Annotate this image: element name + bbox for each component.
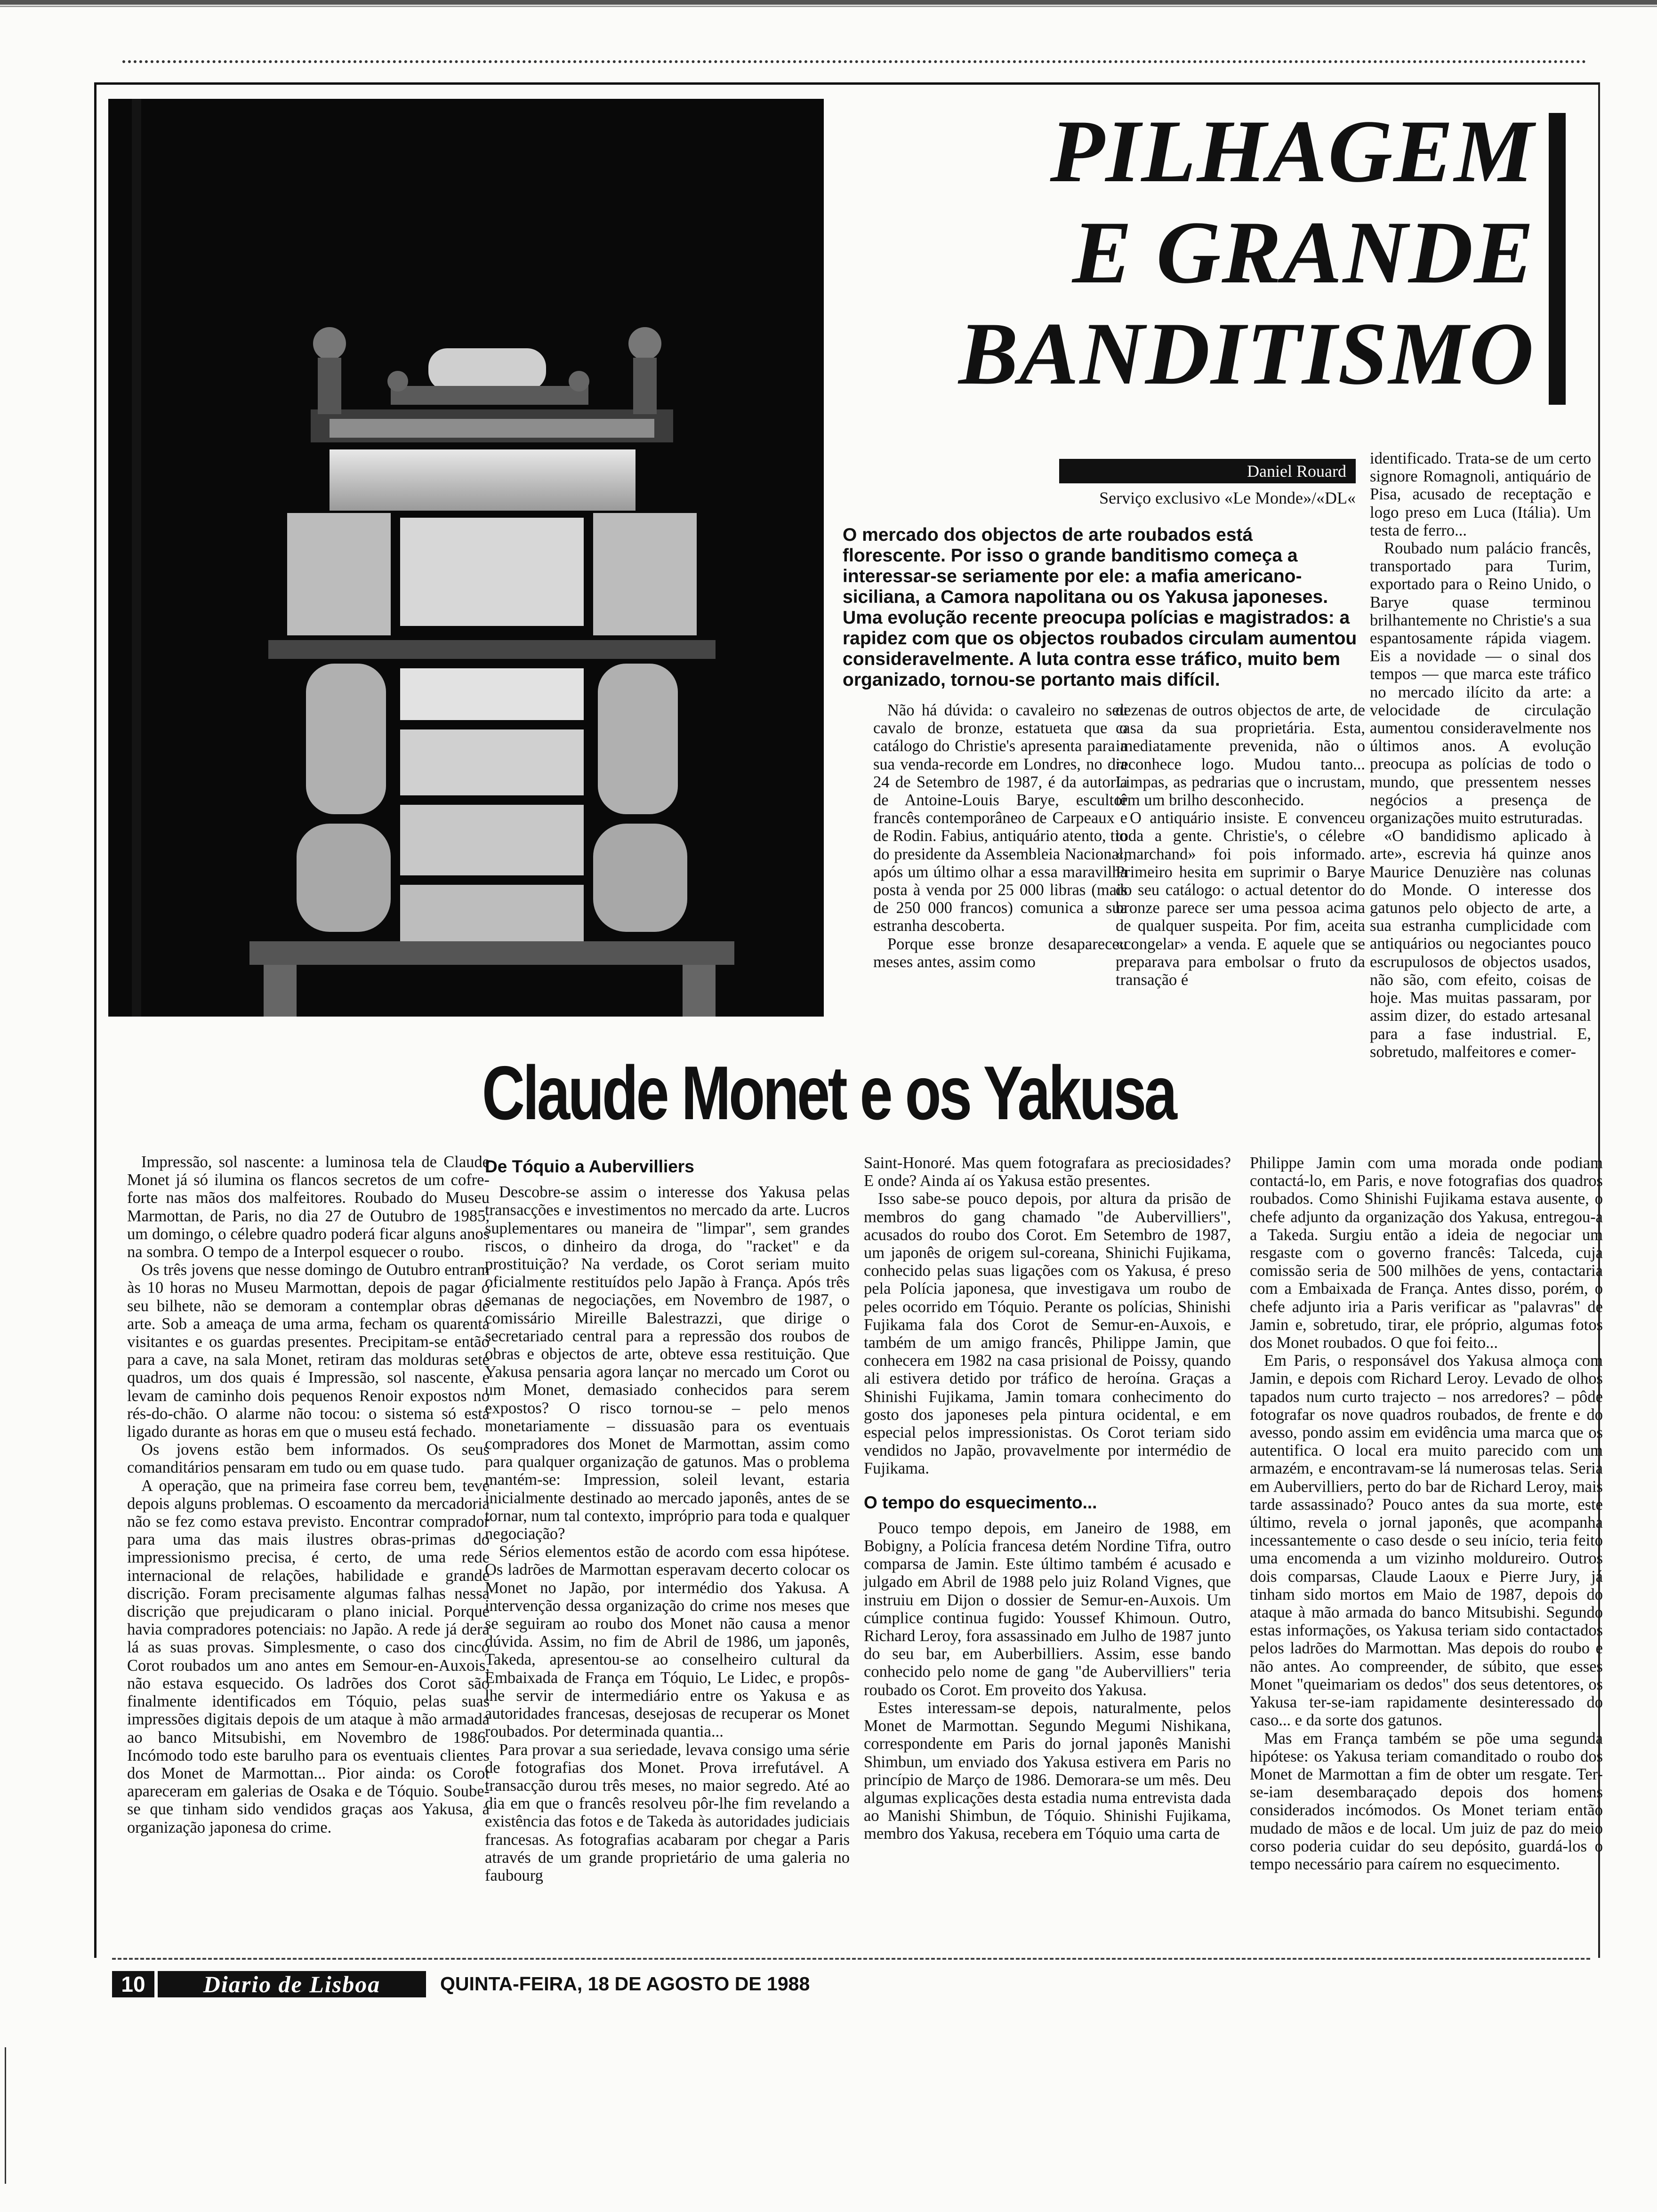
sidebar-column-1 bbox=[127, 1153, 490, 1836]
article-column-3 bbox=[1370, 449, 1591, 1061]
paragraph: A operação, que na primeira fase correu bem, teve depois alguns problemas. O escoamento da mercadoria não se fez como estava previsto. Encontrar comprador para uma das mais ilustres obras-primas do impressionismo precisa, é certo, de uma rede internacional de relações, habilidade e grande discrição. Foram precisamente algumas falhas nessa discrição que prejudicaram o plano inicial. Porque havia compradores potenciais: no Japão. A rede já dera lá as suas provas. Simplesmente, o caso dos cinco Corot roubados um ano antes em Semour-en-Auxois, não estava esquecido. Os ladrões dos Corot são finalmente identificados em Tóquio, pelas suas impressões digitais depois de um ataque à mão armada ao banco Mitsubishi, em Novembro de 1986. Incómodo todo este barulho para os eventuais clientes dos Monet de Marmottan... Pior ainda: os Corot apareceram em galerias de Osaka e de Tóquio. Soube-se que tinham sido vendidos graças aos Yakusa, a organização japonesa do crime. bbox=[127, 1476, 490, 1836]
sidebar-column-2 bbox=[485, 1158, 850, 1884]
top-rule-thin bbox=[0, 6, 1657, 7]
title-line-2: E GRANDE bbox=[1072, 203, 1535, 302]
top-rule bbox=[0, 0, 1657, 5]
paragraph: Mas em França também se põe uma segunda hipótese: os Yakusa teriam comanditado o roubo dos Monet de Marmottan a fim de obter um resgate. Ter-se-iam desembaraçado depois dos homens considerados incómodos. Os Monet teriam então mudado de mãos e de local. Um juiz de paz do meio corso poderia cuidar do seu depósito, guardá-los o tempo necessário para caírem no esquecimento. bbox=[1250, 1729, 1603, 1873]
title-side-bar bbox=[1549, 113, 1566, 405]
article-column-2 bbox=[1116, 701, 1365, 989]
article-title bbox=[918, 101, 1535, 405]
source-credit: Serviço exclusivo «Le Monde»/«DL« bbox=[1099, 489, 1356, 507]
sidebar-column-3 bbox=[864, 1154, 1231, 1843]
paragraph: O antiquário insiste. E convenceu toda a gente. Christie's, o célebre «marchand» foi pois informado. Primeiro hesita em suprimir o Barye do seu catálogo: o actual detentor do bronze parece ser uma pessoa acima de qualquer suspeita. Por fim, aceita «congelar» a venda. E aquele que se preparava para embolsar o fruto da transação é bbox=[1116, 809, 1365, 989]
newspaper-name: Diario de Lisboa bbox=[158, 1971, 426, 1997]
scan-edge-mark bbox=[5, 2047, 6, 2184]
sidebar-column-4 bbox=[1250, 1154, 1603, 1873]
sidebar-headline: Claude Monet e os Yakusa bbox=[482, 1050, 1175, 1136]
title-line-1: PILHAGEM bbox=[1050, 102, 1535, 201]
paragraph: Os jovens estão bem informados. Os seus comanditários pensaram em tudo ou em quase tudo. bbox=[127, 1441, 490, 1477]
article-column-1 bbox=[873, 701, 1127, 971]
paragraph: Estes interessam-se depois, naturalmente, pelos Monet de Marmottan. Segundo Megumi Nishikana, correspondente em Paris do jornal japonês Manishi Shimbun, um enviado dos Yakusa estivera em Paris no princípio de Março de 1986. Demorara-se um mês. Deu algumas explicações desta estadia numa entrevista dada ao Manishi Shimbun, de Tóquio. Shinishi Fujikama, membro dos Yakusa, recebera em Tóquio uma carta de bbox=[864, 1699, 1231, 1843]
paragraph: Philippe Jamin com uma morada onde podiam contactá-lo, em Paris, e nove fotografias dos quadros roubados. Como Shinishi Fujikama estava ausente, o chefe adjunto da organização dos Yakusa, entregou-a a Takeda. Surgiu então a ideia de negociar um resgaste com o governo francês: Talceda, cuja comissão seria de 500 milhões de yens, contactaria com a Embaixada de França. Antes disso, porém, o chefe adjunto iria a Paris verificar as "palavras" de Jamin e, sobretudo, tirar, ele próprio, algumas fotos dos Monet roubados. O que foi feito... bbox=[1250, 1154, 1603, 1352]
paragraph: dezenas de outros objectos de arte, de casa da sua proprietária. Esta, imediatamente prevenida, não o reconhece logo. Mudou tanto... Limpas, as pedrarias que o incrustam, têm um brilho desconhecido. bbox=[1116, 701, 1365, 809]
paragraph: Pouco tempo depois, em Janeiro de 1988, em Bobigny, a Polícia francesa detém Nordine Tifra, outro comparsa de Jamin. Este último também é acusado e julgado em Abril de 1988 pelo juiz Roland Vignes, que instruiu em Dijon o dossier de Semur-en-Auxois. Um cúmplice continua fugido: Youssef Khimoun. Outro, Richard Leroy, fora assassinado em Julho de 1987 junto do seu bar, em Auberbilliers. Assim, esse bando conhecido pelo nome de gang "de Aubervilliers" teria roubado os Corot. Em proveito dos Yakusa. bbox=[864, 1519, 1231, 1699]
paragraph: Sérios elementos estão de acordo com essa hipótese. Os ladrões de Marmottan esperavam decerto colocar os Monet no Japão, por intermédio dos Yakusa. A intervenção dessa organização do crime nos meses que se seguiram ao roubo dos Monet não causa a menor dúvida. Assim, no fim de Abril de 1986, um japonês, Takeda, apresentou-se ao conselheiro cultural da Embaixada de França em Tóquio, Le Lidec, e propôs-lhe servir de intermediário entre os Yakusa e as autoridades francesas, desejosas de recuperar os Monet roubados. Por determinada quantia... bbox=[485, 1543, 850, 1741]
paragraph: Para provar a sua seriedade, levava consigo uma série de fotografias dos Monet. Prova irrefutável. A transacção durou três meses, no maior segredo. Até ao dia em que o francês resolveu pôr-lhe fim revelando a existência das fotos e de Takeda às autoridades judiciais francesas. As fotografias acabaram por chegar a Paris através de um grande proprietário de uma galeria no faubourg bbox=[485, 1740, 850, 1884]
paragraph: Não há dúvida: o cavaleiro no seu cavalo de bronze, estatueta que o catálogo do Christie's apresenta para a sua venda-recorde em Londres, no dia 24 de Setembro de 1987, é da autoria de Antoine-Louis Barye, escultor francês contemporâneo de Carpeaux e de Rodin. Fabius, antiquário atento, tio do presidente da Assembleia Nacional, após um último olhar a essa maravilha posta à venda por 25 000 libras (mais de 250 000 francos) comunica a sua estranha descoberta. bbox=[873, 701, 1127, 935]
paragraph: Saint-Honoré. Mas quem fotografara as preciosidades? E onde? Ainda aí os Yakusa estão presentes. bbox=[864, 1154, 1231, 1190]
issue-date: QUINTA-FEIRA, 18 DE AGOSTO DE 1988 bbox=[440, 1973, 810, 1995]
page-number: 10 bbox=[112, 1971, 154, 1997]
paragraph: identificado. Trata-se de um certo signore Romagnoli, antiquário de Pisa, acusado de receptação e logo preso em Luca (Itália). Um testa de ferro... bbox=[1370, 449, 1591, 539]
subheading: O tempo do esquecimento... bbox=[864, 1492, 1097, 1512]
paragraph: «O bandidismo aplicado à arte», escrevia há quinze anos Maurice Denuzière nas colunas do Monde. O interesse dos gatunos pelo objecto de arte, a sua estranha cumplicidade com antiquários ou negociantes pouco escrupulosos de objectos usados, não são, com efeito, coisas de hoje. Mas muitas passaram, por assim dizer, do estado artesanal para a fase industrial. E, sobretudo, malfeitores e comer- bbox=[1370, 827, 1591, 1061]
footer-rule bbox=[112, 1958, 1590, 1960]
paragraph: Roubado num palácio francês, transportado para Turim, exportado para o Reino Unido, o Barye quase terminou brilhantemente no Christie's a sua espantosamente rápida viagem. Eis a novidade — o sinal dos tempos — que marca este tráfico no mercado ilícito da arte: a velocidade de circulação aumentou consideravelmente nos últimos anos. A evolução preocupa as polícias de todo o mundo, que pressentem nesses negócios a presença de organizações muito estruturadas. bbox=[1370, 539, 1591, 827]
cabinet-image bbox=[108, 99, 824, 1017]
title-line-3: BANDITISMO bbox=[958, 305, 1535, 403]
paragraph: Em Paris, o responsável dos Yakusa almoça com Jamin, e depois com Richard Leroy. Levado de olhos tapados num curto trajecto – nos arredores? – pôde fotografar os nove quadros roubados, de frente e do avesso, pondo assim em evidência uma marca que os autentifica. O local era muito parecido com um armazém, e encontravam-se lá numerosas telas. Seria em Aubervilliers, perto do bar de Richard Leroy, mais tarde assassinado? Pouco antes da sua morte, este último, revela o jornal japonês, que acompanha incessantemente o caso desde o seu início, teria feito uma encomenda a um vizinho moldureiro. Outros dois comparsas, Claude Laoux e Pierre Jury, já tinham sido mortos em Maio de 1987, depois do ataque à mão armada do banco Mitsubishi. Segundo estas informações, os Yakusa teriam sido contactados pelos ladrões do Marmottan. Mas depois do roubo e não antes. Ao compreender, de súbito, que esses Monet "queimariam os dedos" dos seus detentores, os Yakusa ter-se-iam rapidamente desinteressado do caso... e da sorte dos gatunos. bbox=[1250, 1352, 1603, 1730]
lead-paragraph: O mercado dos objectos de arte roubados está florescente. Por isso o grande banditismo começa a interessar-se seriamente por ele: a mafia americano-siciliana, a Camora napolitana ou os Yakusa japoneses. Uma evolução recente preocupa polícias e magistrados: a rapidez com que os objectos roubados circulam aumentou consideravelmente. A luta contra esse tráfico, muito bem organizado, tornou-se portanto mais difícil. bbox=[843, 525, 1357, 690]
dotted-rule bbox=[122, 60, 1586, 63]
author-byline: Daniel Rouard bbox=[1059, 459, 1356, 483]
paragraph: Impressão, sol nascente: a luminosa tela de Claude Monet já só ilumina os flancos secretos de um cofre-forte nas mãos dos malfeitores. Roubado do Museu Marmottan, de Paris, no dia 27 de Outubro de 1985, um domingo, o célebre quadro poderá ficar alguns anos na sombra. O tempo de a Interpol esquecer o roubo. bbox=[127, 1153, 490, 1261]
paragraph: Porque esse bronze desapareceu meses antes, assim como bbox=[873, 935, 1127, 971]
paragraph: Os três jovens que nesse domingo de Outubro entram às 10 horas no Museu Marmottan, depois de pagar o seu bilhete, não se demoram a contemplar obras de arte. Sob a ameaça de uma arma, fecham os quarenta visitantes e os guardas presentes. Precipitam-se então para a cave, na sala Monet, retiram das molduras sete quadros, um dos quais é Impressão, sol nascente, e levam de caminho dois pequenos Renoir expostos no rés-do-chão. O alarme não tocou: o sistema só está ligado durante as horas em que o museu está fechado. bbox=[127, 1261, 490, 1441]
cabinet-photo bbox=[108, 99, 824, 1017]
paragraph: Descobre-se assim o interesse dos Yakusa pelas transacções e investimentos no mercado da arte. Lucros suplementares ou maneira de "limpar", sem grandes riscos, o dinheiro da droga, do "racket" e da prostituição? Na verdade, os Corot seriam muito oficialmente restituídos pelo Japão à França. Após três semanas de negociações, em Novembro de 1987, o comissário Mireille Balestrazzi, que dirige o secretariado central para a repressão dos roubos de obras e objectos de arte, obteve essa restituição. Que Yakusa pensaria agora lançar no mercado um Corot ou um Monet, demasiado conhecidos para serem expostos? O risco tornou-se – pelo menos monetariamente – dissuasão para os eventuais compradores dos Monet de Marmottan, assim como para qualquer organização de gatunos. Mas o problema mantém-se: Impression, soleil levant, estaria inicialmente destinado ao mercado japonês, antes de se tornar, num tal contexto, impróprio para toda e qualquer negociação? bbox=[485, 1183, 850, 1543]
paragraph: Isso sabe-se pouco depois, por altura da prisão de membros do gang chamado "de Aubervilliers", acusados do roubo dos Corot. Em Setembro de 1987, um japonês de origem sul-coreana, Shinichi Fujikama, conhecido pelas suas ligações com os Yakusa, é preso pela Polícia japonesa, que investigava um roubo de peles ocorrido em Tóquio. Perante os polícias, Shinishi Fujikama fala dos Corot de Semur-en-Auxois, e também de um amigo francês, Philippe Jamin, que conhecera em 1982 na casa prisional de Poissy, quando ali estivera detido por tráfico de heroína. Graças a Shinishi Fujikama, Jamin tomara conhecimento do gosto dos japoneses pela pintura ocidental, e em especial pelos impressionistas. Os Corot teriam sido vendidos no Japão, provavelmente por intermédio de Fujikama. bbox=[864, 1190, 1231, 1478]
subheading: De Tóquio a Aubervilliers bbox=[485, 1157, 694, 1176]
